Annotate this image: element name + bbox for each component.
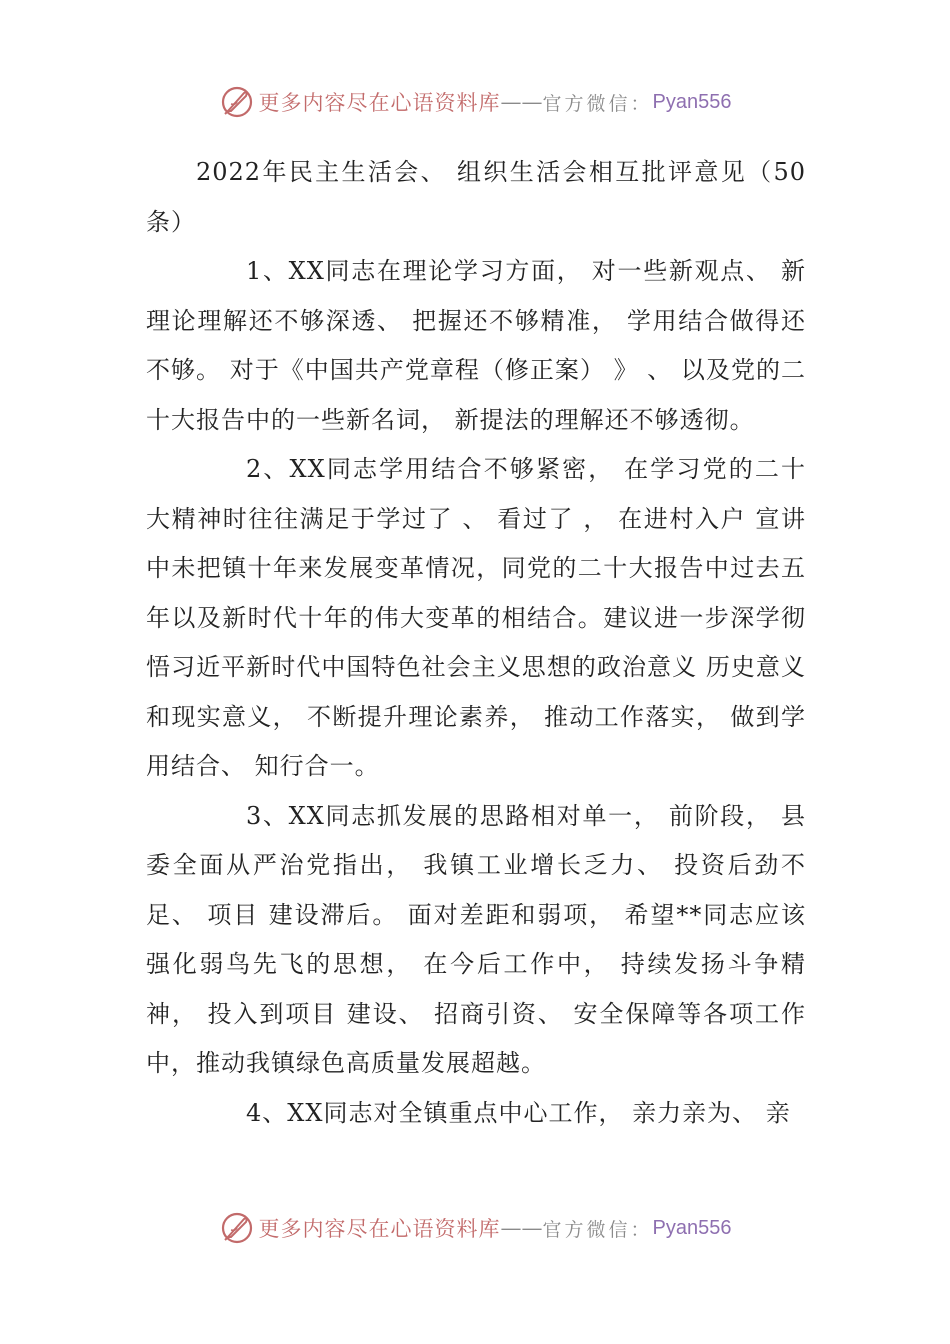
paragraph: 3、XX同志抓发展的思路相对单一， 前阶段， 县委全面从严治党指出， 我镇工业增长乏力、 投资后劲不足、 项目 建设滞后。 面对差距和弱项， 希望**同志应该强化弱鸟先飞的思想， 在今后工作中， 持续发扬斗争精神， 投入到项目 建设、 招商引资、 安全保障等各项工作中，推动我镇绿色高质量发展超越。 bbox=[146, 801, 806, 1077]
wechat-label: 官方微信： bbox=[542, 1218, 653, 1241]
separator-dash: —— bbox=[500, 1216, 543, 1240]
wechat-label: 官方微信： bbox=[542, 92, 653, 115]
quill-logo-icon bbox=[219, 84, 255, 120]
document-body bbox=[146, 148, 806, 1138]
paragraph: 1、XX同志在理论学习方面， 对一些新观点、 新理论理解还不够深透、 把握还不够精准， 学用结合做得还不够。 对于《中国共产党章程（修正案） 》 、 以及党的二十大报告中的一些新名词， 新提法的理解还不够透彻。 bbox=[146, 257, 806, 434]
quill-logo-icon bbox=[219, 1210, 255, 1246]
wechat-account: Pyan556 bbox=[652, 90, 732, 113]
header-watermark-banner bbox=[0, 80, 950, 124]
site-name: 更多内容尽在心语资料库 bbox=[258, 1217, 501, 1241]
paragraph: 4、XX同志对全镇重点中心工作， 亲力亲为、 亲 bbox=[246, 1098, 791, 1127]
wechat-account: Pyan556 bbox=[652, 1216, 732, 1239]
document-title: 2022年民主生活会、 组织生活会相互批评意见（50条） bbox=[146, 158, 806, 236]
paragraph: 2、XX同志学用结合不够紧密， 在学习党的二十大精神时往往满足于学过了 、 看过了 ， 在进村入户 宣讲中未把镇十年来发展变革情况，同党的二十大报告中过去五年以及新时代十年的伟大变革的相结合。建议进一步深学彻悟习近平新时代中国特色社会主义思想的政治意义 历史意义和现实意义， 不断提升理论素养， 推动工作落实， 做到学用结合、 知行合一。 bbox=[146, 455, 806, 780]
site-name: 更多内容尽在心语资料库 bbox=[258, 91, 501, 115]
separator-dash: —— bbox=[500, 90, 543, 114]
footer-watermark-banner bbox=[0, 1206, 950, 1250]
